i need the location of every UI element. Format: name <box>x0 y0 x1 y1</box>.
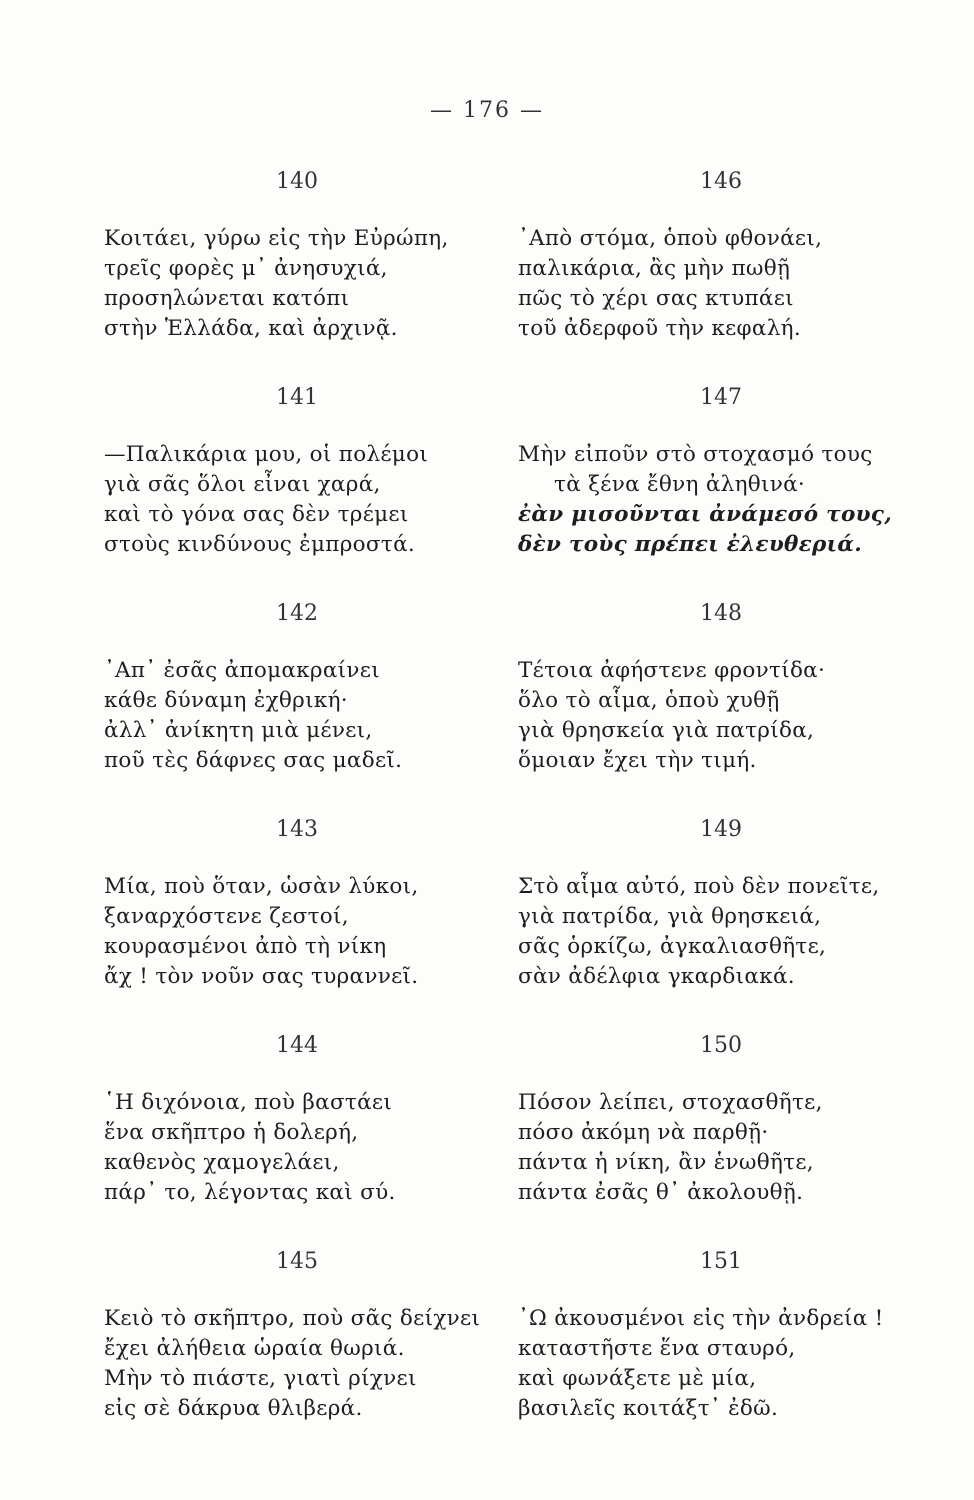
verse-line: καὶ τὸ γόνα σας δὲν τρέμει <box>104 502 409 527</box>
verse-line: ἀλλ᾿ ἀνίκητη μιὰ μένει, <box>104 718 373 743</box>
verse-line: σὰν ἀδέλφια γκαρδιακά. <box>518 964 795 989</box>
stanza-number: 142 <box>276 601 318 626</box>
left-column <box>104 168 524 1464</box>
verse-line: πάρ᾿ το, λέγοντας καὶ σύ. <box>104 1180 396 1205</box>
stanza <box>518 384 938 600</box>
stanza <box>104 1248 524 1464</box>
verse-line: τρεῖς φορὲς μ᾿ ἀνησυχιά, <box>104 256 388 281</box>
verse-line: πάντα ἐσᾶς θ᾿ ἀκολουθῇ. <box>518 1180 804 1205</box>
verse-line: βασιλεῖς κοιτάξτ᾿ ἐδῶ. <box>518 1396 779 1421</box>
verse-line: γιὰ πατρίδα, γιὰ θρησκειά, <box>518 904 822 929</box>
stanza-number: 140 <box>276 169 318 194</box>
verse-line: ὅμοιαν ἔχει τὴν τιμή. <box>518 748 757 773</box>
stanza-number: 145 <box>276 1249 318 1274</box>
stanza-number: 143 <box>276 817 318 842</box>
verse-line: Στὸ αἷμα αὐτό, ποὺ δὲν πονεῖτε, <box>518 874 880 899</box>
verse-line: ᾿Ω ἀκουσμένοι εἰς τὴν ἀνδρεία ! <box>518 1306 884 1331</box>
stanza <box>104 1032 524 1248</box>
verse-line: ξαναρχόστενε ζεστοί, <box>104 904 349 929</box>
verse-line: σᾶς ὁρκίζω, ἀγκαλιασθῆτε, <box>518 934 827 959</box>
verse-line: ἕνα σκῆπτρο ἡ δολερή, <box>104 1120 359 1145</box>
verse-line: καταστῆστε ἕνα σταυρό, <box>518 1336 796 1361</box>
verse-line: Μία, ποὺ ὅταν, ὡσὰν λύκοι, <box>104 874 419 899</box>
verse-line: Μὴν τὸ πιάστε, γιατὶ ρίχνει <box>104 1366 417 1391</box>
verse-line: κάθε δύναμη ἐχθρική· <box>104 688 348 713</box>
stanza-number: 149 <box>700 817 742 842</box>
stanza <box>518 600 938 816</box>
stanza-number: 150 <box>700 1033 742 1058</box>
verse-line: ᾿Απ᾿ ἐσᾶς ἀπομακραίνει <box>104 658 380 683</box>
verse-line: πῶς τὸ χέρι σας κτυπάει <box>518 286 794 311</box>
verse-line: τὰ ξένα ἔθνη ἀληθινά· <box>554 472 806 497</box>
stanza <box>518 816 938 1032</box>
stanza <box>518 168 938 384</box>
verse-line: Κοιτάει, γύρω εἰς τὴν Εὐρώπη, <box>104 226 449 251</box>
verse-line: —Παλικάρια μου, οἱ πολέμοι <box>104 442 429 467</box>
verse-line: ῾Η διχόνοια, ποὺ βαστάει <box>104 1090 393 1115</box>
verse-line: ὅλο τὸ αἷμα, ὁποὺ χυθῇ <box>518 688 780 713</box>
emphasized-verse-line: ἐὰν μισοῦνται ἀνάμεσό τους, <box>518 502 892 527</box>
verse-line: Μὴν εἰποῦν στὸ στοχασμό τους <box>518 442 873 467</box>
verse-line: πάντα ἡ νίκη, ἂν ἑνωθῆτε, <box>518 1150 814 1175</box>
verse-line: ᾿Απὸ στόμα, ὁποὺ φθονάει, <box>518 226 823 251</box>
verse-line: Τέτοια ἀφήστενε φροντίδα· <box>518 658 826 683</box>
verse-line: καὶ φωνάξετε μὲ μία, <box>518 1366 757 1391</box>
verse-line: καθενὸς χαμογελάει, <box>104 1150 340 1175</box>
emphasized-verse-line: δὲν τοὺς πρέπει ἐλευθεριά. <box>518 532 862 557</box>
verse-line: ποῦ τὲς δάφνες σας μαδεῖ. <box>104 748 403 773</box>
stanza-number: 148 <box>700 601 742 626</box>
stanza-number: 147 <box>700 385 742 410</box>
stanza <box>518 1032 938 1248</box>
stanza <box>104 600 524 816</box>
stanza <box>104 384 524 600</box>
stanza <box>104 168 524 384</box>
verse-line: τοῦ ἀδερφοῦ τὴν κεφαλή. <box>518 316 801 341</box>
stanza-number: 144 <box>276 1033 318 1058</box>
verse-line: προσηλώνεται κατόπι <box>104 286 350 311</box>
verse-line: ἄχ ! τὸν νοῦν σας τυραννεῖ. <box>104 964 419 989</box>
verse-line: Κειὸ τὸ σκῆπτρο, ποὺ σᾶς δείχνει <box>104 1306 481 1331</box>
stanza-number: 141 <box>276 385 318 410</box>
stanza-number: 146 <box>700 169 742 194</box>
verse-line: ἔχει ἀλήθεια ὡραία θωριά. <box>104 1336 405 1361</box>
verse-line: Πόσον λείπει, στοχασθῆτε, <box>518 1090 823 1115</box>
verse-line: γιὰ σᾶς ὅλοι εἶναι χαρά, <box>104 472 381 497</box>
verse-line: εἰς σὲ δάκρυα θλιβερά. <box>104 1396 363 1421</box>
verse-line: πόσο ἀκόμη νὰ παρθῇ· <box>518 1120 769 1145</box>
page-number: — 176 — <box>430 98 544 123</box>
verse-line: γιὰ θρησκεία γιὰ πατρίδα, <box>518 718 815 743</box>
stanza <box>104 816 524 1032</box>
verse-line: στὴν Ἑλλάδα, καὶ ἀρχινᾷ. <box>104 316 398 341</box>
stanza <box>518 1248 938 1464</box>
verse-line: παλικάρια, ἂς μὴν πωθῇ <box>518 256 791 281</box>
stanza-number: 151 <box>700 1249 742 1274</box>
verse-line: στοὺς κινδύνους ἐμπροστά. <box>104 532 416 557</box>
verse-line: κουρασμένοι ἀπὸ τὴ νίκη <box>104 934 387 959</box>
right-column <box>518 168 938 1464</box>
